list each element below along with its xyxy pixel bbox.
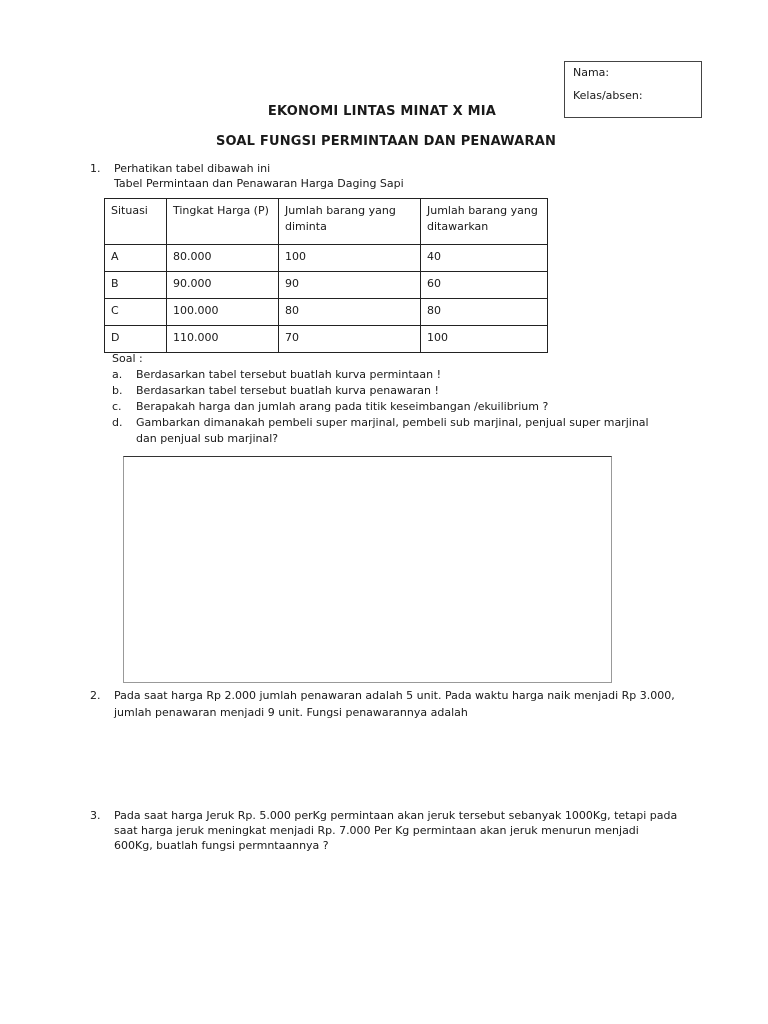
question-2-text: Pada saat harga Rp 2.000 jumlah penawaran adalah 5 unit. Pada waktu harga naik menjadi Rp 3.000, jumlah penawaran menjadi 9 unit. Fungsi penawarannya adalah — [114, 689, 675, 719]
question-2 — [90, 687, 680, 721]
item-text: Berdasarkan tabel tersebut buatlah kurva permintaan ! — [136, 368, 442, 381]
table-row — [105, 272, 548, 299]
table-cell: 60 — [421, 272, 548, 299]
list-item — [112, 415, 672, 447]
item-letter: b. — [112, 384, 123, 397]
header-jumlah-ditawarkan: Jumlah barang yang ditawarkan — [421, 199, 548, 245]
list-item — [112, 399, 672, 415]
question-3-text: Pada saat harga Jeruk Rp. 5.000 perKg permintaan akan jeruk tersebut sebanyak 1000Kg, tetapi pada saat harga jeruk meningkat menjadi Rp. 7.000 Per Kg permintaan akan jeruk menurun menjadi 600Kg, buatlah fungsi permntaannya ? — [114, 809, 678, 852]
table-cell: 40 — [421, 245, 548, 272]
table-cell: D — [105, 326, 167, 353]
price-quantity-table — [104, 198, 548, 353]
table-caption: Tabel Permintaan dan Penawaran Harga Daging Sapi — [114, 177, 404, 190]
table-cell: 70 — [279, 326, 421, 353]
document-subtitle: SOAL FUNGSI PERMINTAAN DAN PENAWARAN — [215, 134, 557, 149]
table-cell: 90 — [279, 272, 421, 299]
table-cell: 80 — [279, 299, 421, 326]
item-text: Berapakah harga dan jumlah arang pada titik keseimbangan /ekuilibrium ? — [136, 400, 549, 413]
table-header-row — [105, 199, 548, 245]
item-letter: a. — [112, 368, 123, 381]
table-row — [105, 326, 548, 353]
header-jumlah-diminta: Jumlah barang yang diminta — [279, 199, 421, 245]
answer-drawing-box — [123, 456, 612, 683]
table-cell: 100 — [279, 245, 421, 272]
question-1 — [90, 161, 404, 191]
table-cell: 100 — [421, 326, 548, 353]
question-1-text: Perhatikan tabel dibawah ini — [114, 162, 271, 175]
table-cell: 80.000 — [167, 245, 279, 272]
table-cell: A — [105, 245, 167, 272]
list-item — [112, 383, 672, 399]
soal-list — [112, 351, 672, 447]
soal-label: Soal : — [112, 352, 143, 365]
table-row — [105, 299, 548, 326]
item-text: Gambarkan dimanakah pembeli super marjinal, pembeli sub marjinal, penjual super marjinal dan penjual sub marjinal? — [136, 416, 649, 445]
item-text: Berdasarkan tabel tersebut buatlah kurva penawaran ! — [136, 384, 439, 397]
item-letter: d. — [112, 416, 123, 429]
question-1-number: 1. — [90, 162, 101, 175]
header-situasi: Situasi — [105, 199, 167, 245]
question-2-number: 2. — [90, 689, 101, 702]
table-cell: 100.000 — [167, 299, 279, 326]
table-cell: 80 — [421, 299, 548, 326]
table-cell: B — [105, 272, 167, 299]
question-3-number: 3. — [90, 809, 101, 822]
table-row — [105, 245, 548, 272]
header-tingkat-harga: Tingkat Harga (P) — [167, 199, 279, 245]
table-cell: 110.000 — [167, 326, 279, 353]
question-3 — [90, 808, 680, 853]
kelas-absen-label: Kelas/absen: — [573, 89, 643, 102]
list-item — [112, 367, 672, 383]
nama-label: Nama: — [573, 66, 610, 79]
item-letter: c. — [112, 400, 122, 413]
document-title: EKONOMI LINTAS MINAT X MIA — [267, 104, 497, 119]
table-cell: C — [105, 299, 167, 326]
table-cell: 90.000 — [167, 272, 279, 299]
